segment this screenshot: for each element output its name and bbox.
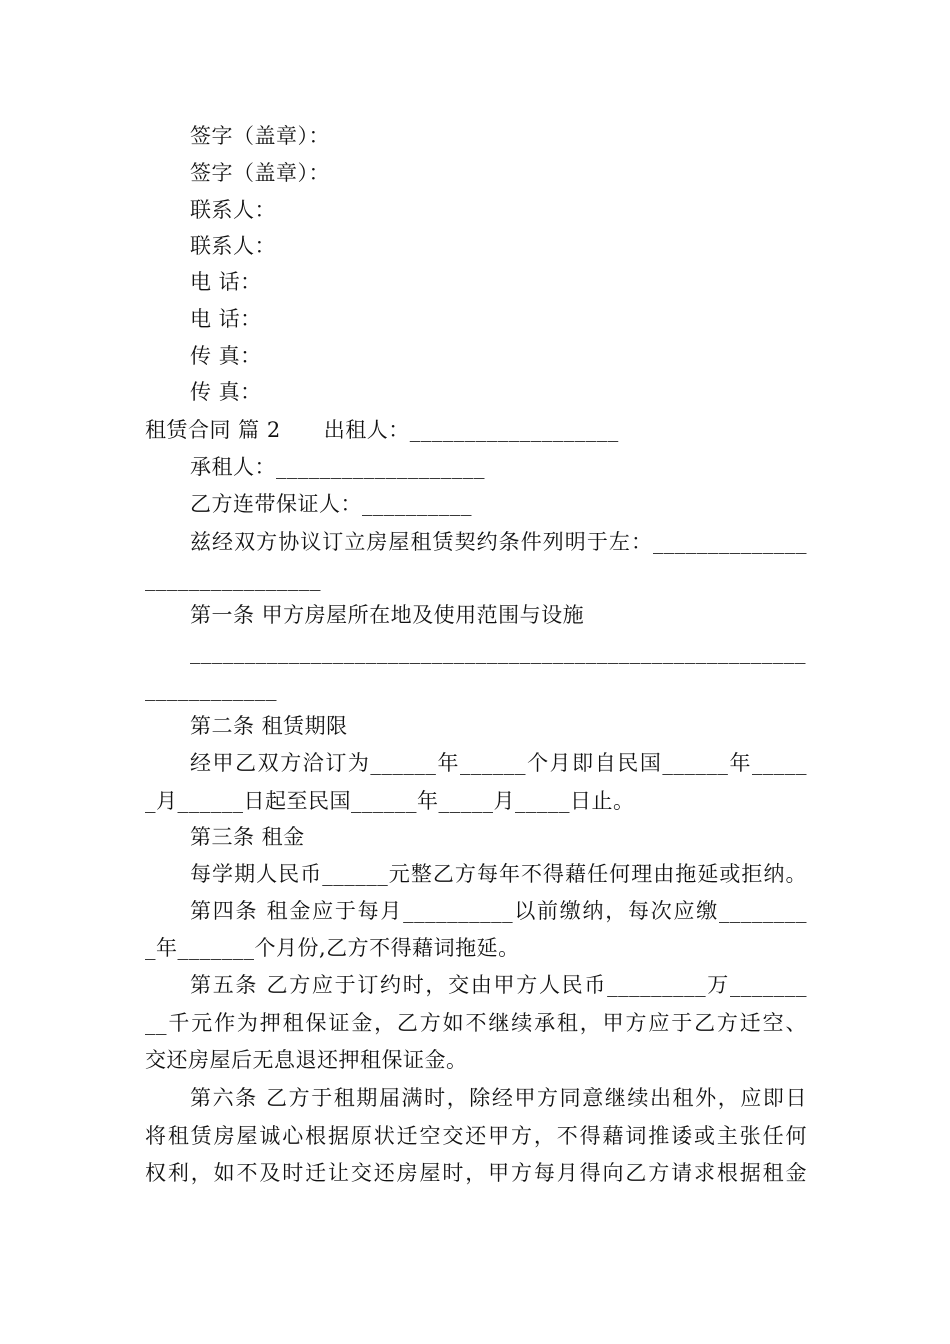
signature-line-2: 签字（盖章）： <box>190 161 330 185</box>
article-6-text-2: 将租赁房屋诚心根据原状迁空交还甲方，不得藉词推诿或主张任何 <box>145 1124 807 1148</box>
article-2-heading: 第二条 租赁期限 <box>190 714 348 738</box>
article-1-heading: 第一条 甲方房屋所在地及使用范围与设施 <box>190 603 585 627</box>
article-5-text-1: 第五条 乙方应于订约时，交由甲方人民币_________万_______ <box>190 973 807 997</box>
article-6-text-3: 权利，如不及时迁让交还房屋时，甲方每月得向乙方请求根据租金 <box>145 1161 807 1185</box>
article-4-text-1: 第四条 租金应于每月__________以前缴纳，每次应缴________ <box>190 899 807 923</box>
article-6-text-1: 第六条 乙方于租期届满时，除经甲方同意继续出租外，应即日 <box>190 1086 807 1110</box>
preamble-blank-line: ________________ <box>145 567 321 591</box>
guarantor-line: 乙方连带保证人：__________ <box>190 492 472 516</box>
article-1-blank-cont: ____________ <box>145 677 277 701</box>
article-2-text-2: _月______日起至民国______年_____月_____日止。 <box>145 789 635 813</box>
article-2-text-1: 经甲乙双方洽订为______年______个月即自民国______年_____ <box>190 751 807 775</box>
phone-line-2: 电 话： <box>190 307 262 331</box>
article-4-text-2: _年_______个月份,乙方不得藉词拖延。 <box>145 936 520 960</box>
article-5-text-2: __千元作为押租保证金，乙方如不继续承租，甲方应于乙方迁空、 <box>145 1011 807 1035</box>
article-3-text: 每学期人民币______元整乙方每年不得藉任何理由拖延或拒纳。 <box>190 862 807 886</box>
phone-line-1: 电 话： <box>190 270 262 294</box>
section-heading-lessor: 租赁合同 篇 2 出租人：___________________ <box>145 418 619 442</box>
lessee-line: 承租人：___________________ <box>190 455 485 479</box>
article-1-blank: ________________________________________________________ <box>190 640 806 664</box>
signature-line-1: 签字（盖章）： <box>190 124 330 148</box>
contact-line-2: 联系人： <box>190 234 276 258</box>
fax-line-2: 传 真： <box>190 380 262 404</box>
contact-line-1: 联系人： <box>190 198 276 222</box>
article-5-text-3: 交还房屋后无息退还押租保证金。 <box>145 1048 468 1072</box>
article-3-heading: 第三条 租金 <box>190 825 305 849</box>
preamble-line: 兹经双方协议订立房屋租赁契约条件列明于左：______________ <box>190 530 807 554</box>
fax-line-1: 传 真： <box>190 344 262 368</box>
